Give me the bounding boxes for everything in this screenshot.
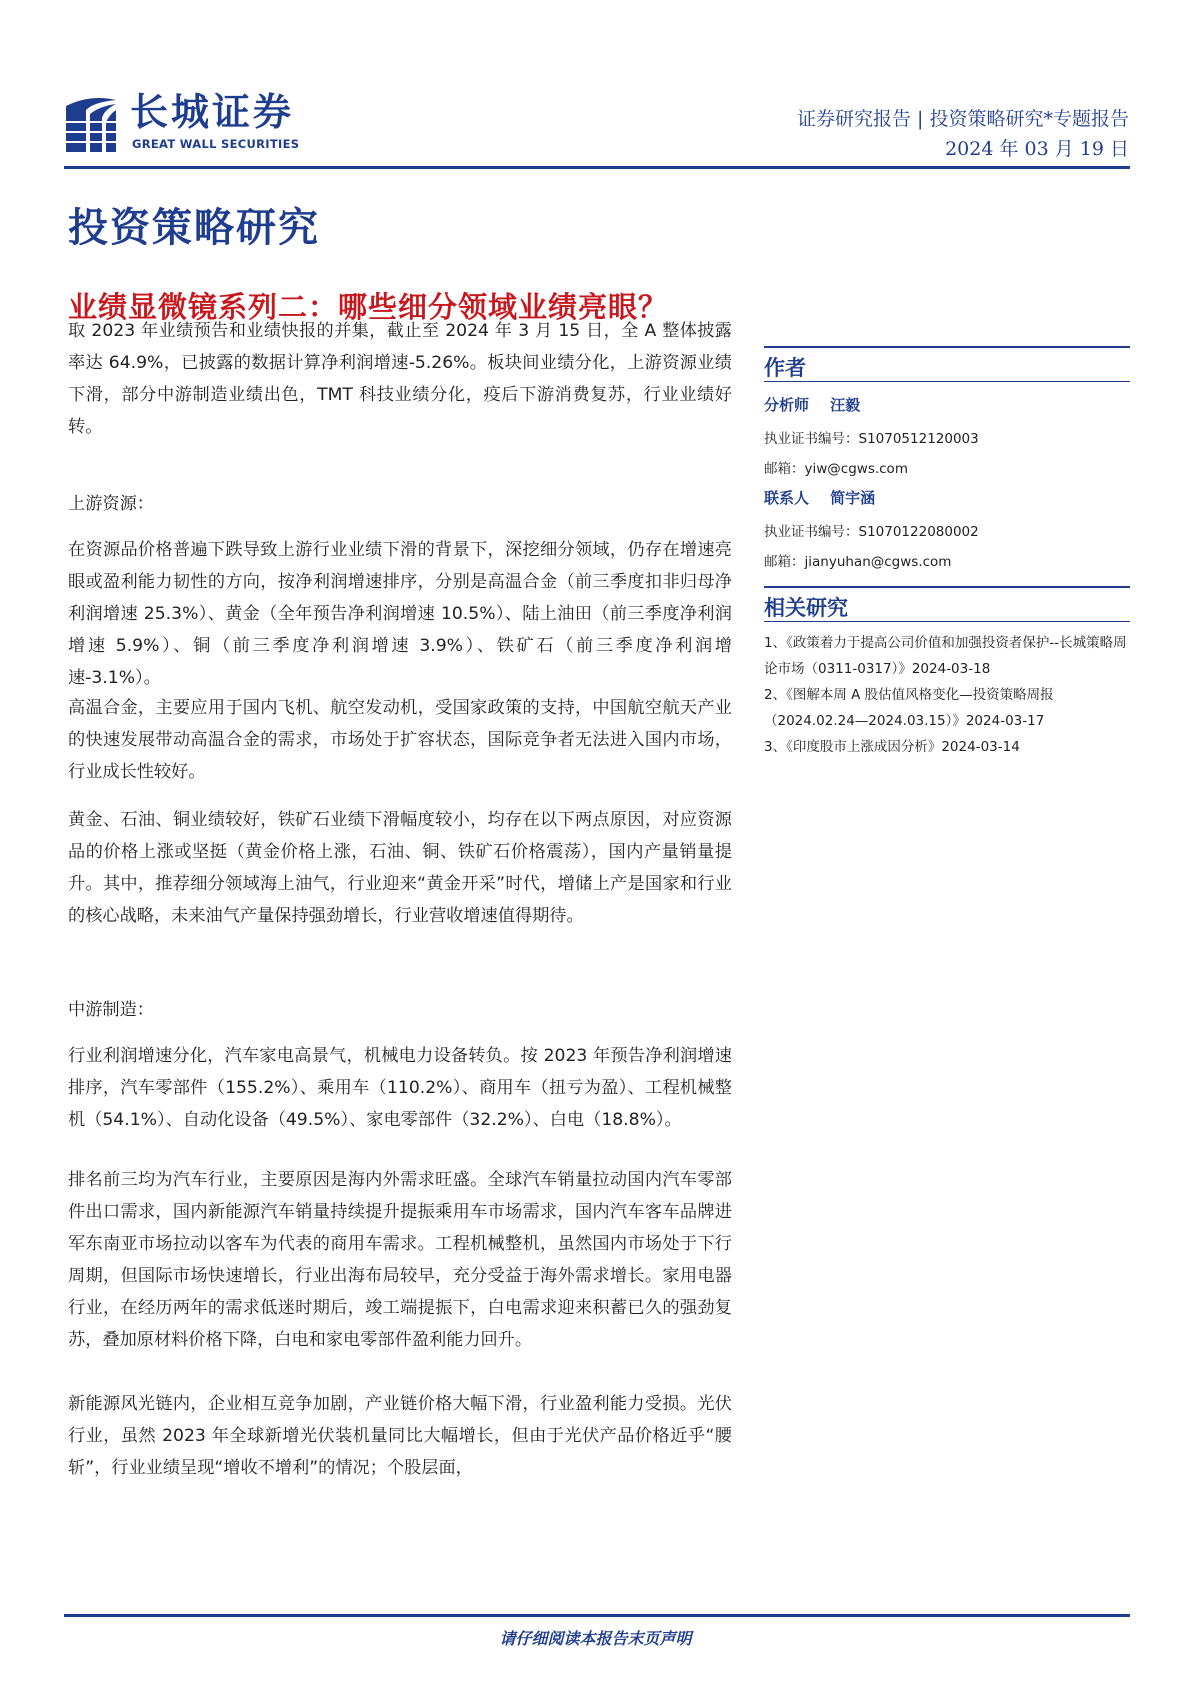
analyst-cert: 执业证书编号：S1070512120003 (764, 431, 979, 447)
upstream-heading: 上游资源： (68, 494, 154, 514)
footer-divider (64, 1614, 1130, 1617)
related-item[interactable]: 2、《图解本周 A 股估值风格变化—投资策略周报（2024.02.24—2024.03.15）》2024-03-17 (764, 687, 1054, 729)
logo-mark (64, 92, 118, 154)
contact-row (764, 487, 1130, 508)
logo-text-en: GREAT WALL SECURITIES (132, 137, 300, 151)
upstream-paragraph-1: 在资源品价格普遍下跌导致上游行业业绩下滑的背景下，深挖细分领域，仍存在增速亮眼或盈利能力韧性的方向，按净利润增速排序，分别是高温合金（前三季度扣非归母净利润增速 25.3%）、黄金（全年预告净利润增速 10.5%）、陆上油田（前三季度净利润增速 5.9%）、铜（前三季度净利润增速 3.9%）、铁矿石（前三季度净利润增速-3.1%）。 (68, 540, 732, 688)
analyst-row (764, 394, 1130, 415)
logo-text-cn: 长城证券 (130, 89, 295, 134)
midstream-paragraph-3: 新能源风光链内，企业相互竞争加剧，产业链价格大幅下滑，行业盈利能力受损。光伏行业，虽然 2023 年全球新增光伏装机量同比大幅增长，但由于光伏产品价格近乎“腰斩”，行业业绩呈现“增收不增利”的情况；个股层面， (68, 1394, 732, 1478)
related-item[interactable]: 1、《政策着力于提高公司价值和加强投资者保护--长城策略周论市场（0311-0317）》2024-03-18 (764, 635, 1127, 677)
related-list (764, 630, 1130, 760)
midstream-heading: 中游制造： (68, 1000, 154, 1020)
footer-disclaimer: 请仔细阅读本报告末页声明 (499, 1629, 692, 1648)
analyst-name: 汪毅 (830, 396, 861, 414)
related-rule-bottom (764, 621, 1130, 622)
authors-heading: 作者 (764, 355, 806, 380)
related-heading: 相关研究 (764, 595, 848, 620)
report-title: 业绩显微镜系列二：哪些细分领域业绩亮眼？ (68, 290, 669, 324)
midstream-paragraph-2: 排名前三均为汽车行业，主要原因是海内外需求旺盛。全球汽车销量拉动国内汽车零部件出口需求，国内新能源汽车销量持续提升提振乘用车市场需求，国内汽车客车品牌进军东南亚市场拉动以客车为代表的商用车需求。工程机械整机，虽然国内市场处于下行周期，但国际市场快速增长，行业出海布局较早，充分受益于海外需求增长。家用电器行业，在经历两年的需求低迷时期后，竣工端提振下，白电需求迎来积蓄已久的强劲复苏，叠加原材料价格下降，白电和家电零部件盈利能力回升。 (68, 1170, 732, 1350)
intro-paragraph: 取 2023 年业绩预告和业绩快报的并集，截止至 2024 年 3 月 15 日，全 A 整体披露率达 64.9%，已披露的数据计算净利润增速-5.26%。板块间业绩分化，上游资源业绩下滑，部分中游制造业绩出色，TMT 科技业绩分化，疫后下游消费复苏，行业业绩好转。 (68, 321, 732, 437)
section-title: 投资策略研究 (68, 204, 320, 251)
upstream-paragraph-2: 高温合金，主要应用于国内飞机、航空发动机，受国家政策的支持，中国航空航天产业的快速发展带动高温合金的需求，市场处于扩容状态，国际竞争者无法进入国内市场，行业成长性较好。 (68, 698, 732, 782)
report-type: 证券研究报告 | 投资策略研究*专题报告 (797, 108, 1129, 130)
contact-role: 联系人 (764, 489, 810, 507)
header-divider (64, 166, 1130, 169)
report-date: 2024 年 03 月 19 日 (945, 138, 1129, 160)
contact-cert: 执业证书编号：S1070122080002 (764, 524, 979, 540)
upstream-paragraph-3: 黄金、石油、铜业绩较好，铁矿石业绩下滑幅度较小，均存在以下两点原因，对应资源品的价格上涨或坚挺（黄金价格上涨，石油、铜、铁矿石价格震荡），国内产量销量提升。其中，推荐细分领域海上油气，行业迎来“黄金开采”时代，增储上产是国家和行业的核心战略，未来油气产量保持强劲增长，行业营收增速值得期待。 (68, 810, 732, 926)
related-item[interactable]: 3、《印度股市上涨成因分析》2024-03-14 (764, 739, 1020, 755)
related-rule-top (764, 586, 1130, 588)
authors-rule-top (764, 346, 1130, 348)
authors-rule-bottom (764, 381, 1130, 382)
midstream-paragraph-1: 行业利润增速分化，汽车家电高景气，机械电力设备转负。按 2023 年预告净利润增速排序，汽车零部件（155.2%）、乘用车（110.2%）、商用车（扭亏为盈）、工程机械整机（54.1%）、自动化设备（49.5%）、家电零部件（32.2%）、白电（18.8%）。 (68, 1046, 732, 1130)
contact-name: 简宇涵 (830, 489, 876, 507)
analyst-email[interactable]: 邮箱：yiw@cgws.com (764, 461, 908, 477)
analyst-role: 分析师 (764, 396, 810, 414)
contact-email[interactable]: 邮箱：jianyuhan@cgws.com (764, 554, 952, 570)
